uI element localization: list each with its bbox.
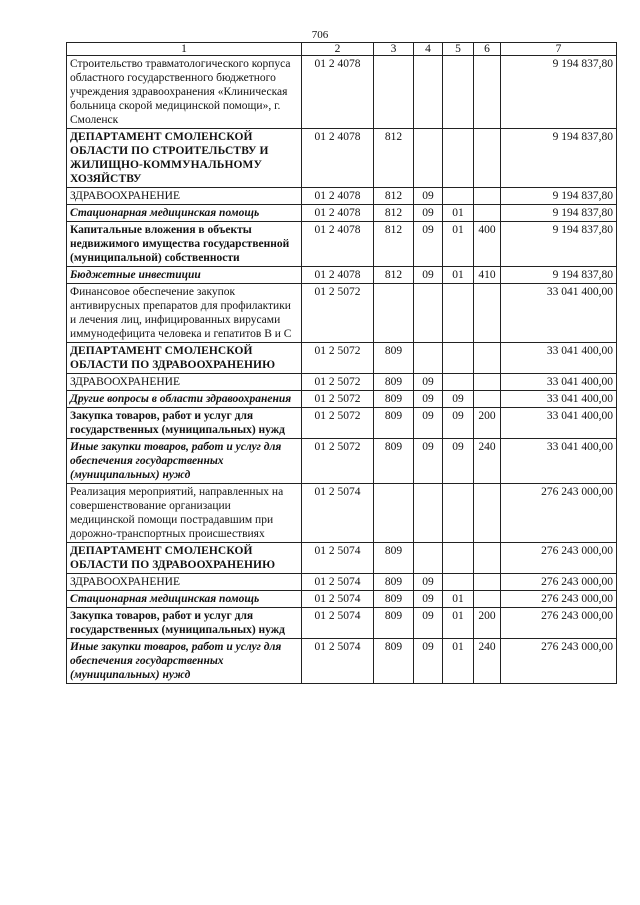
row-amount: 33 041 400,00 — [501, 408, 617, 439]
row-section-code: 09 — [414, 267, 443, 284]
table-row — [67, 439, 617, 484]
row-amount: 33 041 400,00 — [501, 284, 617, 343]
row-name: ДЕПАРТАМЕНТ СМОЛЕНСКОЙ ОБЛАСТИ ПО ЗДРАВООХРАНЕНИЮ — [67, 543, 302, 574]
row-subsection-code — [443, 574, 474, 591]
header-cell-4: 4 — [414, 43, 443, 56]
table-row — [67, 56, 617, 129]
row-target-article: 01 2 4078 — [302, 129, 374, 188]
row-target-article: 01 2 5074 — [302, 543, 374, 574]
header-cell-1: 1 — [67, 43, 302, 56]
table-row — [67, 608, 617, 639]
row-section-code — [414, 343, 443, 374]
row-subsection-code — [443, 343, 474, 374]
row-amount: 276 243 000,00 — [501, 574, 617, 591]
budget-table — [66, 42, 617, 684]
row-subsection-code: 09 — [443, 439, 474, 484]
row-subsection-code: 01 — [443, 639, 474, 684]
row-name: Бюджетные инвестиции — [67, 267, 302, 284]
table-row — [67, 267, 617, 284]
row-amount: 276 243 000,00 — [501, 543, 617, 574]
row-target-article: 01 2 5074 — [302, 591, 374, 608]
row-name: Стационарная медицинская помощь — [67, 591, 302, 608]
row-expense-type-code: 200 — [474, 408, 501, 439]
row-administrator-code: 809 — [374, 639, 414, 684]
row-name: ЗДРАВООХРАНЕНИЕ — [67, 574, 302, 591]
table-row — [67, 343, 617, 374]
header-cell-3: 3 — [374, 43, 414, 56]
row-expense-type-code: 400 — [474, 222, 501, 267]
row-expense-type-code — [474, 484, 501, 543]
row-section-code: 09 — [414, 439, 443, 484]
row-subsection-code: 01 — [443, 267, 474, 284]
row-administrator-code: 809 — [374, 391, 414, 408]
row-section-code: 09 — [414, 408, 443, 439]
row-target-article: 01 2 4078 — [302, 205, 374, 222]
row-target-article: 01 2 5072 — [302, 439, 374, 484]
row-subsection-code — [443, 284, 474, 343]
row-target-article: 01 2 4078 — [302, 222, 374, 267]
row-expense-type-code — [474, 129, 501, 188]
row-administrator-code — [374, 56, 414, 129]
row-section-code: 09 — [414, 608, 443, 639]
row-expense-type-code — [474, 374, 501, 391]
header-cell-7: 7 — [501, 43, 617, 56]
table-row — [67, 574, 617, 591]
row-section-code: 09 — [414, 222, 443, 267]
table-row — [67, 408, 617, 439]
row-administrator-code: 809 — [374, 543, 414, 574]
row-amount: 9 194 837,80 — [501, 129, 617, 188]
row-target-article: 01 2 4078 — [302, 267, 374, 284]
row-subsection-code: 09 — [443, 408, 474, 439]
row-name: Другие вопросы в области здравоохранения — [67, 391, 302, 408]
row-target-article: 01 2 5072 — [302, 391, 374, 408]
row-section-code — [414, 484, 443, 543]
table-row — [67, 374, 617, 391]
row-expense-type-code: 410 — [474, 267, 501, 284]
row-administrator-code: 809 — [374, 343, 414, 374]
row-expense-type-code — [474, 574, 501, 591]
row-name: Капитальные вложения в объекты недвижимого имущества государственной (муниципальной) собственности — [67, 222, 302, 267]
row-subsection-code: 01 — [443, 591, 474, 608]
row-section-code — [414, 56, 443, 129]
row-administrator-code — [374, 284, 414, 343]
row-subsection-code — [443, 188, 474, 205]
row-target-article: 01 2 5072 — [302, 343, 374, 374]
row-name: Закупка товаров, работ и услуг для государственных (муниципальных) нужд — [67, 408, 302, 439]
row-administrator-code: 809 — [374, 374, 414, 391]
row-administrator-code: 812 — [374, 222, 414, 267]
row-administrator-code: 812 — [374, 129, 414, 188]
row-subsection-code — [443, 374, 474, 391]
row-section-code: 09 — [414, 188, 443, 205]
row-section-code — [414, 543, 443, 574]
row-name: ДЕПАРТАМЕНТ СМОЛЕНСКОЙ ОБЛАСТИ ПО ЗДРАВООХРАНЕНИЮ — [67, 343, 302, 374]
row-administrator-code: 812 — [374, 267, 414, 284]
row-name: Иные закупки товаров, работ и услуг для обеспечения государственных (муниципальных) нужд — [67, 639, 302, 684]
row-expense-type-code — [474, 284, 501, 343]
row-name: Реализация мероприятий, направленных на совершенствование организации медицинской помощи пострадавшим при дорожно-транспортных происшествиях — [67, 484, 302, 543]
row-section-code: 09 — [414, 205, 443, 222]
row-target-article: 01 2 5074 — [302, 608, 374, 639]
row-name: Закупка товаров, работ и услуг для государственных (муниципальных) нужд — [67, 608, 302, 639]
row-target-article: 01 2 5074 — [302, 574, 374, 591]
row-amount: 9 194 837,80 — [501, 222, 617, 267]
row-section-code: 09 — [414, 639, 443, 684]
row-subsection-code: 01 — [443, 205, 474, 222]
row-name: Стационарная медицинская помощь — [67, 205, 302, 222]
row-administrator-code: 809 — [374, 439, 414, 484]
row-subsection-code — [443, 129, 474, 188]
row-administrator-code: 812 — [374, 188, 414, 205]
row-amount: 276 243 000,00 — [501, 591, 617, 608]
row-section-code: 09 — [414, 574, 443, 591]
row-section-code: 09 — [414, 391, 443, 408]
row-expense-type-code: 200 — [474, 608, 501, 639]
row-amount: 276 243 000,00 — [501, 484, 617, 543]
row-name: ДЕПАРТАМЕНТ СМОЛЕНСКОЙ ОБЛАСТИ ПО СТРОИТЕЛЬСТВУ И ЖИЛИЩНО-КОММУНАЛЬНОМУ ХОЗЯЙСТВУ — [67, 129, 302, 188]
table-row — [67, 591, 617, 608]
table-row — [67, 284, 617, 343]
row-name: ЗДРАВООХРАНЕНИЕ — [67, 374, 302, 391]
page-number: 706 — [311, 29, 329, 41]
row-amount: 276 243 000,00 — [501, 639, 617, 684]
row-expense-type-code — [474, 188, 501, 205]
row-administrator-code: 809 — [374, 408, 414, 439]
table-body — [67, 43, 617, 684]
row-expense-type-code: 240 — [474, 439, 501, 484]
row-target-article: 01 2 4078 — [302, 56, 374, 129]
row-subsection-code — [443, 484, 474, 543]
row-section-code: 09 — [414, 591, 443, 608]
row-target-article: 01 2 5074 — [302, 639, 374, 684]
header-cell-5: 5 — [443, 43, 474, 56]
header-cell-2: 2 — [302, 43, 374, 56]
row-target-article: 01 2 5072 — [302, 408, 374, 439]
row-amount: 276 243 000,00 — [501, 608, 617, 639]
row-target-article: 01 2 5074 — [302, 484, 374, 543]
row-subsection-code — [443, 56, 474, 129]
row-amount: 33 041 400,00 — [501, 343, 617, 374]
row-subsection-code: 01 — [443, 222, 474, 267]
row-name: Финансовое обеспечение закупок антивирусных препаратов для профилактики и лечения лиц, инфицированных вирусами иммунодефицита человека и гепатитов В и С — [67, 284, 302, 343]
row-target-article: 01 2 5072 — [302, 374, 374, 391]
row-section-code — [414, 129, 443, 188]
table-row — [67, 543, 617, 574]
row-target-article: 01 2 5072 — [302, 284, 374, 343]
row-expense-type-code — [474, 391, 501, 408]
row-name: ЗДРАВООХРАНЕНИЕ — [67, 188, 302, 205]
row-expense-type-code — [474, 205, 501, 222]
row-amount: 9 194 837,80 — [501, 188, 617, 205]
header-cell-6: 6 — [474, 43, 501, 56]
row-expense-type-code — [474, 56, 501, 129]
row-subsection-code: 09 — [443, 391, 474, 408]
row-target-article: 01 2 4078 — [302, 188, 374, 205]
row-amount: 33 041 400,00 — [501, 391, 617, 408]
row-expense-type-code: 240 — [474, 639, 501, 684]
table-row — [67, 484, 617, 543]
row-administrator-code: 809 — [374, 591, 414, 608]
row-expense-type-code — [474, 543, 501, 574]
row-amount: 33 041 400,00 — [501, 439, 617, 484]
row-administrator-code: 809 — [374, 574, 414, 591]
row-name: Строительство травматологического корпуса областного государственного бюджетного учреждения здравоохранения «Клиническая больница скорой медицинской помощи», г. Смоленск — [67, 56, 302, 129]
row-name: Иные закупки товаров, работ и услуг для обеспечения государственных (муниципальных) нужд — [67, 439, 302, 484]
row-subsection-code: 01 — [443, 608, 474, 639]
table-row — [67, 188, 617, 205]
row-subsection-code — [443, 543, 474, 574]
row-expense-type-code — [474, 343, 501, 374]
row-amount: 9 194 837,80 — [501, 205, 617, 222]
table-row — [67, 205, 617, 222]
row-amount: 9 194 837,80 — [501, 56, 617, 129]
table-row — [67, 222, 617, 267]
table-row — [67, 391, 617, 408]
row-amount: 33 041 400,00 — [501, 374, 617, 391]
table-header-row — [67, 43, 617, 56]
row-administrator-code: 809 — [374, 608, 414, 639]
row-administrator-code — [374, 484, 414, 543]
row-amount: 9 194 837,80 — [501, 267, 617, 284]
row-section-code — [414, 284, 443, 343]
table-row — [67, 639, 617, 684]
table-row — [67, 129, 617, 188]
row-section-code: 09 — [414, 374, 443, 391]
row-expense-type-code — [474, 591, 501, 608]
row-administrator-code: 812 — [374, 205, 414, 222]
